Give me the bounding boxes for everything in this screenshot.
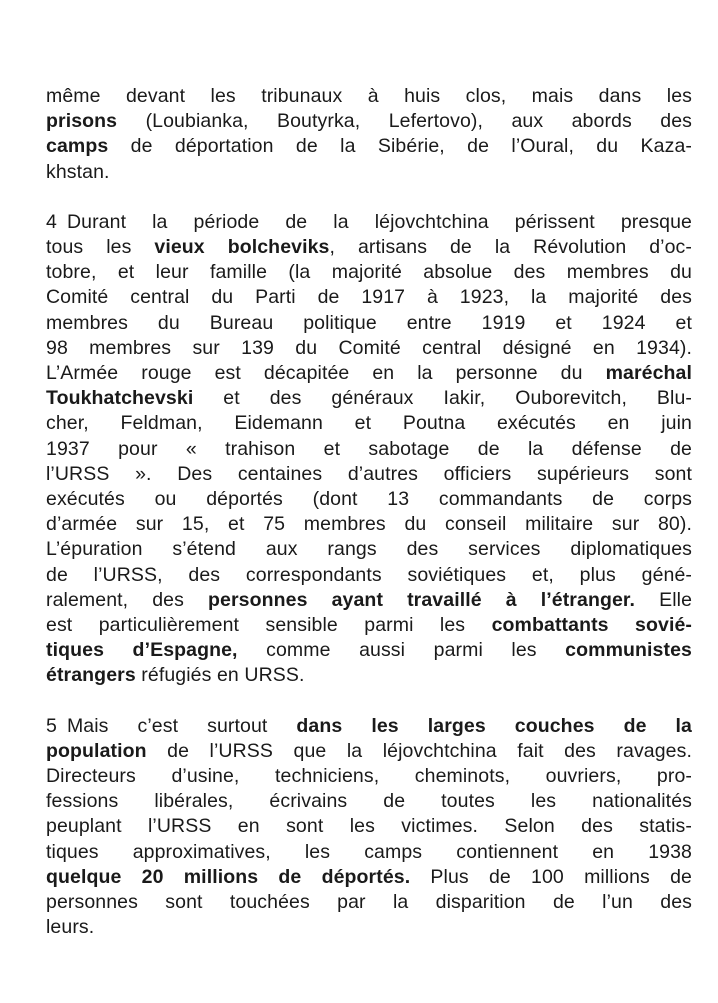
text-line xyxy=(46,311,692,336)
bold-text: maréchal xyxy=(605,362,692,385)
bold-text: quelque 20 millions de déportés. xyxy=(46,865,411,888)
text-line xyxy=(46,361,692,386)
text-line xyxy=(46,84,692,109)
paragraph xyxy=(46,84,692,185)
text-run: tiques approximatives, les camps contiennent en 1938 xyxy=(46,840,692,863)
text-line xyxy=(46,512,692,537)
text-run: tous les xyxy=(46,236,155,259)
text-run: 98 membres sur 139 du Comité central désigné en 1934). xyxy=(46,336,692,359)
text-run: L’épuration s’étend aux rangs des services diplomatiques xyxy=(46,538,692,561)
text-line xyxy=(46,235,692,260)
bold-text: combattants sovié- xyxy=(491,614,693,637)
text-line xyxy=(46,915,692,940)
text-run: d’armée sur 15, et 75 membres du conseil militaire sur 80). xyxy=(46,513,692,536)
text-run: membres du Bureau politique entre 1919 et 1924 et xyxy=(46,311,692,334)
text-line xyxy=(46,210,692,235)
text-run: est particulièrement sensible parmi les xyxy=(46,614,492,637)
text-line xyxy=(46,537,692,562)
text-run: réfugiés en URSS. xyxy=(135,664,305,687)
text-run: de déportation de la Sibérie, de l’Oural, du Kaza- xyxy=(108,135,692,158)
text-line xyxy=(46,890,692,915)
bold-text: vieux bolcheviks xyxy=(154,236,330,259)
text-run: comme aussi parmi les xyxy=(237,639,566,662)
text-line xyxy=(46,109,692,134)
text-line xyxy=(46,411,692,436)
text-run: personnes sont touchées par la disparition de l’un des xyxy=(46,891,692,914)
paragraph xyxy=(46,714,692,941)
text-run: de l’URSS que la léjovchtchina fait des ravages. xyxy=(146,739,692,762)
text-line xyxy=(46,789,692,814)
text-run: exécutés ou déportés (dont 13 commandants de corps xyxy=(46,488,692,511)
text-run: Mais c’est surtout xyxy=(66,714,297,737)
text-run: khstan. xyxy=(46,160,110,183)
text-line xyxy=(46,462,692,487)
text-line xyxy=(46,663,692,688)
text-run: même devant les tribunaux à huis clos, mais dans les xyxy=(46,85,692,107)
bold-text: communistes xyxy=(565,639,692,662)
bold-text: prisons xyxy=(46,110,118,133)
text-run: l’URSS ». Des centaines d’autres officiers supérieurs sont xyxy=(46,462,692,485)
text-line xyxy=(46,739,692,764)
paragraph-number: 4 xyxy=(46,210,57,233)
text-line xyxy=(46,638,692,663)
text-line xyxy=(46,386,692,411)
text-line xyxy=(46,814,692,839)
text-run: Plus de 100 millions de xyxy=(410,865,692,888)
bold-text: camps xyxy=(46,135,109,158)
bold-text: tiques d’Espagne, xyxy=(46,639,238,662)
text-run: tobre, et leur famille (la majorité absolue des membres du xyxy=(46,261,692,284)
text-run: Durant la période de la léjovchtchina périssent presque xyxy=(66,210,692,233)
text-line xyxy=(46,588,692,613)
text-line xyxy=(46,160,692,185)
paragraph-number: 5 xyxy=(46,714,57,737)
text-run: L’Armée rouge est décapitée en la personne du xyxy=(46,362,606,385)
text-line xyxy=(46,613,692,638)
text-run: cher, Feldman, Eidemann et Poutna exécutés en juin xyxy=(46,412,692,435)
text-run: et des généraux Iakir, Ouborevitch, Blu- xyxy=(193,387,692,410)
bold-text: Toukhatchevski xyxy=(46,387,194,410)
text-run: 1937 pour « trahison et sabotage de la défense de xyxy=(46,437,692,460)
text-line xyxy=(46,865,692,890)
text-run: leurs. xyxy=(46,916,95,939)
text-line xyxy=(46,563,692,588)
text-line xyxy=(46,336,692,361)
document-page xyxy=(46,84,692,941)
text-line xyxy=(46,764,692,789)
text-line xyxy=(46,714,692,739)
text-run: Directeurs d’usine, techniciens, cheminots, ouvriers, pro- xyxy=(46,765,692,788)
text-run: de l’URSS, des correspondants soviétiques et, plus géné- xyxy=(46,563,692,586)
text-line xyxy=(46,134,692,159)
text-line xyxy=(46,260,692,285)
bold-text: personnes ayant travaillé à l’étranger. xyxy=(208,588,636,611)
text-line xyxy=(46,487,692,512)
text-line xyxy=(46,285,692,310)
text-run: fessions libérales, écrivains de toutes les nationalités xyxy=(46,790,692,813)
text-run: Comité central du Parti de 1917 à 1923, la majorité des xyxy=(46,286,692,309)
text-line xyxy=(46,840,692,865)
bold-text: étrangers xyxy=(46,664,136,687)
text-run: peuplant l’URSS en sont les victimes. Selon des statis- xyxy=(46,815,692,838)
text-run: Elle xyxy=(635,588,693,611)
bold-text: population xyxy=(46,739,147,762)
paragraph xyxy=(46,210,692,689)
text-line xyxy=(46,437,692,462)
bold-text: dans les larges couches de la xyxy=(296,714,692,737)
text-run: , artisans de la Révolution d’oc- xyxy=(329,236,692,259)
text-run: (Loubianka, Boutyrka, Lefertovo), aux abords des xyxy=(117,110,692,133)
text-run: ralement, des xyxy=(46,588,209,611)
